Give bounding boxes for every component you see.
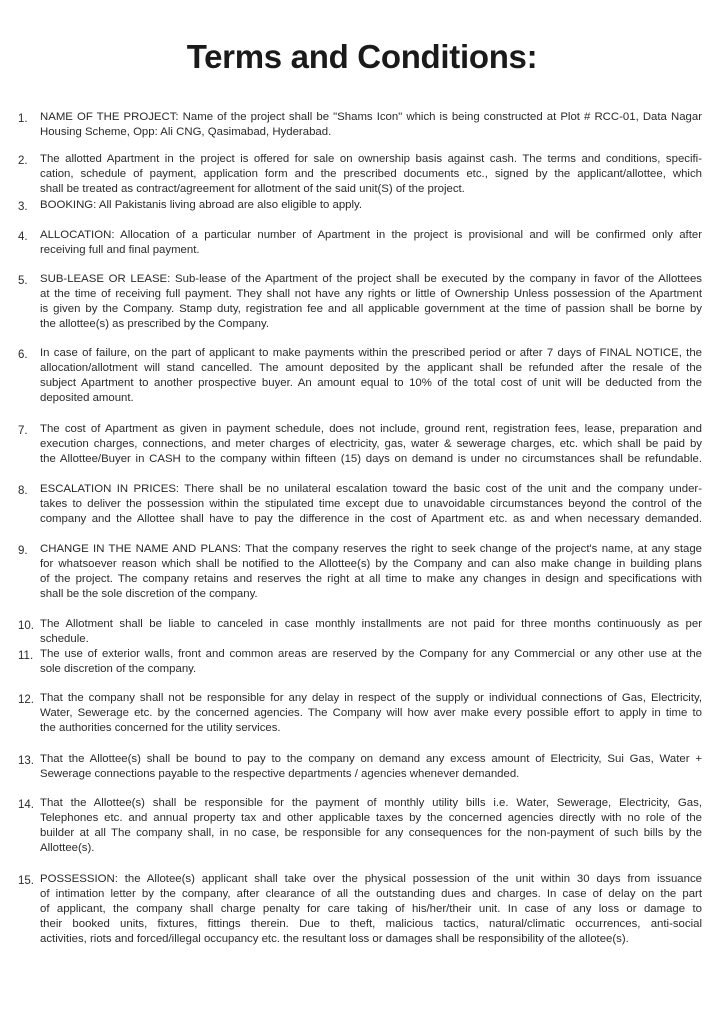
term-line: The allotted Apartment in the project is offered for sale on ownership basis against cash. The terms and conditions, specifi- xyxy=(40,153,702,165)
term-line: deposited amount. xyxy=(40,392,134,404)
term-text xyxy=(40,617,702,647)
term-line: That the company shall not be responsible for any delay in respect of the supply or individual connections of Gas, Electricity, xyxy=(40,692,702,704)
term-text xyxy=(40,422,702,467)
term-line: In case of failure, on the part of applicant to make payments within the prescribed period or after 7 days of FINAL NOTICE, the xyxy=(40,347,702,359)
term-line: The cost of Apartment as given in payment schedule, does not include, ground rent, registration fees, lease, preparation and xyxy=(40,423,702,435)
term-line: That the Allottee(s) shall be responsible for the payment of monthly utility bills i.e. Water, Sewerage, Electricity, Gas, xyxy=(40,797,702,809)
term-line: at the time of receiving full payment. They shall not have any rights or little of Ownership Unless possession of the Apartment xyxy=(40,288,702,300)
term-line: CHANGE IN THE NAME AND PLANS: That the company reserves the right to seek change of the project's name, at any stage xyxy=(40,543,702,555)
term-line: The use of exterior walls, front and common areas are reserved by the Company for any Commercial or any other use at the xyxy=(40,648,702,660)
term-text xyxy=(40,110,702,140)
term-number: 1. xyxy=(18,113,28,125)
term-number: 5. xyxy=(18,275,28,287)
term-line: sole discretion of the company. xyxy=(40,663,197,675)
term-number: 4. xyxy=(18,231,28,243)
term-line: of intimation letter by the company, after clearance of all the outstanding dues and charges. In case of delay on the part xyxy=(40,888,702,900)
term-text xyxy=(40,752,702,782)
term-line: company and the Allottee shall have to pay the difference in the cost of Apartment etc. as and when necessary demanded. xyxy=(40,513,702,525)
term-text xyxy=(40,796,702,856)
term-line: is given by the Company. Stamp duty, registration fee and all applicable government at the time of passion shall be borne by xyxy=(40,303,702,315)
term-line: NAME OF THE PROJECT: Name of the project shall be "Shams Icon" which is being constructed at Plot # RCC-01, Data Nagar xyxy=(40,111,702,123)
term-line: the authorities concerned for the utility services. xyxy=(40,722,281,734)
term-text xyxy=(40,647,702,677)
term-text xyxy=(40,198,702,213)
term-text xyxy=(40,152,702,197)
term-line: subject Apartment to another prospective buyer. An amount equal to 10% of the total cost of unit will be deducted from the xyxy=(40,377,702,389)
term-line: allocation/allotment will stand cancelled. The amount deposited by the applicant shall be refunded after the resale of the xyxy=(40,362,702,374)
term-line: cation, schedule of payment, application form and the prescribed documents etc., signed by the applicant/allottee, which xyxy=(40,168,702,180)
term-line: SUB-LEASE OR LEASE: Sub-lease of the Apartment of the project shall be executed by the company in favor of the Allottees xyxy=(40,273,702,285)
term-text xyxy=(40,346,702,406)
term-text xyxy=(40,542,702,602)
term-number: 9. xyxy=(18,545,28,557)
term-number: 3. xyxy=(18,201,28,213)
term-line: for whatsoever reason which shall be notified to the Allottee(s) by the Company and can also make change in building plans xyxy=(40,558,702,570)
term-line: builder at all The company shall, in no case, be responsible for any consequences for the non-payment of such bills by the xyxy=(40,827,702,839)
term-line: execution charges, connections, and meter charges of electricity, gas, water & sewerage charges, etc. which shall be paid by xyxy=(40,438,702,450)
term-text xyxy=(40,872,702,947)
term-number: 14. xyxy=(18,799,34,811)
term-number: 10. xyxy=(18,620,34,632)
term-number: 15. xyxy=(18,875,34,887)
term-text xyxy=(40,228,702,258)
term-line: shall be the sole discretion of the company. xyxy=(40,588,258,600)
term-number: 11. xyxy=(18,650,34,662)
term-text xyxy=(40,482,702,527)
term-line: Allottee(s). xyxy=(40,842,95,854)
term-number: 12. xyxy=(18,694,34,706)
page-title: Terms and Conditions: xyxy=(186,38,538,75)
term-line: Sewerage connections payable to the respective departments / agencies whenever demanded. xyxy=(40,768,520,780)
term-line: shall be treated as contract/agreement for allotment of the said unit(S) of the project. xyxy=(40,183,465,195)
term-line: The Allotment shall be liable to canceled in case monthly installments are not paid for three months continuously as per xyxy=(40,618,702,630)
term-line: takes to deliver the possession within the stipulated time except due to unavoidable circumstances beyond the control of the xyxy=(40,498,702,510)
term-number: 6. xyxy=(18,349,28,361)
term-line: POSSESSION: the Allotee(s) applicant shall take over the physical possession of the unit within 30 days from issuance xyxy=(40,873,702,885)
term-line: Telephones etc. and annual property tax and other applicable taxes by the concerned agencies directly with no role of the xyxy=(40,812,702,824)
term-number: 13. xyxy=(18,755,34,767)
term-text xyxy=(40,691,702,736)
term-number: 2. xyxy=(18,155,28,167)
term-line: schedule. xyxy=(40,633,89,645)
term-line: Housing Scheme, Opp: Ali CNG, Qasimabad, Hyderabad. xyxy=(40,126,332,138)
term-line: Water, Sewerage etc. by the concerned agencies. The Company will how aver make every possible effort to apply in time to xyxy=(40,707,702,719)
term-number: 7. xyxy=(18,425,28,437)
term-line: ALLOCATION: Allocation of a particular number of Apartment in the project is provisional and will be confirmed only after xyxy=(40,229,702,241)
term-line: of applicant, the company shall charge penalty for care taking of his/her/their unit. In case of any loss or damage to xyxy=(40,903,702,915)
term-line: the Allottee/Buyer in CASH to the company within fifteen (15) days on demand is under no circumstances shall be refundable. xyxy=(40,453,702,465)
term-line: the allottee(s) as prescribed by the Company. xyxy=(40,318,269,330)
term-line: That the Allottee(s) shall be bound to pay to the company on demand any excess amount of Electricity, Sui Gas, Water + xyxy=(40,753,702,765)
term-text xyxy=(40,272,702,332)
term-line: their booked units, fixtures, fittings therein. Due to theft, malicious tactics, natural/climatic occurrences, anti-social xyxy=(40,918,702,930)
term-line: activities, riots and forced/illegal occupancy etc. the resultant loss or damages shall be responsibility of the allotee(s). xyxy=(40,933,629,945)
term-line: BOOKING: All Pakistanis living abroad are also eligible to apply. xyxy=(40,199,363,211)
term-number: 8. xyxy=(18,485,28,497)
term-line: of the project. The company retains and reserves the right at all time to make any changes in design and specifications with xyxy=(40,573,702,585)
term-line: ESCALATION IN PRICES: There shall be no unilateral escalation toward the basic cost of the unit and the company under- xyxy=(40,483,702,495)
term-line: receiving full and final payment. xyxy=(40,244,200,256)
